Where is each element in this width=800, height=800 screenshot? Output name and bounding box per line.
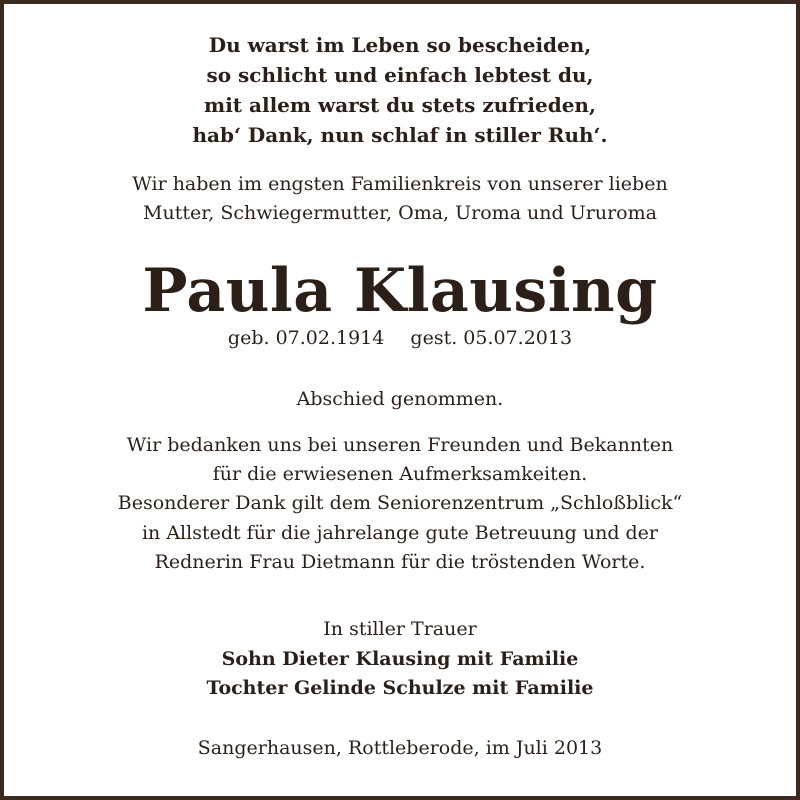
life-dates: [0, 324, 800, 352]
thanks-text: [0, 431, 800, 577]
poem-line: mit allem warst du stets zufrieden,: [204, 93, 596, 117]
thanks-line: Besonderer Dank gilt dem Seniorenzentrum „Schloßblick“: [117, 492, 683, 515]
deceased-name: Paula Klausing: [142, 256, 658, 326]
poem-line: Du warst im Leben so bescheiden,: [208, 33, 592, 57]
signature-heading: In stiller Trauer: [323, 618, 477, 640]
thanks-line: für die erwiesenen Aufmerksamkeiten.: [212, 463, 588, 486]
poem-line: so schlicht und einfach lebtest du,: [206, 63, 594, 87]
mourner-name: Sohn Dieter Klausing mit Familie: [221, 647, 579, 670]
place-and-date: Sangerhausen, Rottleberode, im Juli 2013: [197, 737, 603, 759]
intro-line: Mutter, Schwiegermutter, Oma, Uroma und Ururoma: [143, 202, 657, 224]
mourner-name: Tochter Gelinde Schulze mit Familie: [206, 677, 594, 699]
death-date: gest. 05.07.2013: [410, 327, 573, 349]
mourners-signature: [0, 615, 800, 704]
thanks-line: in Allstedt für die jahrelange gute Betreuung und der: [141, 521, 659, 544]
intro-text: [0, 170, 800, 228]
thanks-line: Rednerin Frau Dietmann für die tröstenden Worte.: [154, 550, 646, 573]
birth-date: geb. 07.02.1914: [227, 327, 385, 349]
poem-line: hab‘ Dank, nun schlaf in stiller Ruh‘.: [192, 123, 608, 147]
intro-line: Wir haben im engsten Familienkreis von unserer lieben: [132, 173, 668, 195]
poem: [0, 30, 800, 150]
thanks-line: Wir bedanken uns bei unseren Freunden und Bekannten: [126, 434, 674, 456]
farewell-text: Abschied genommen.: [296, 388, 504, 410]
